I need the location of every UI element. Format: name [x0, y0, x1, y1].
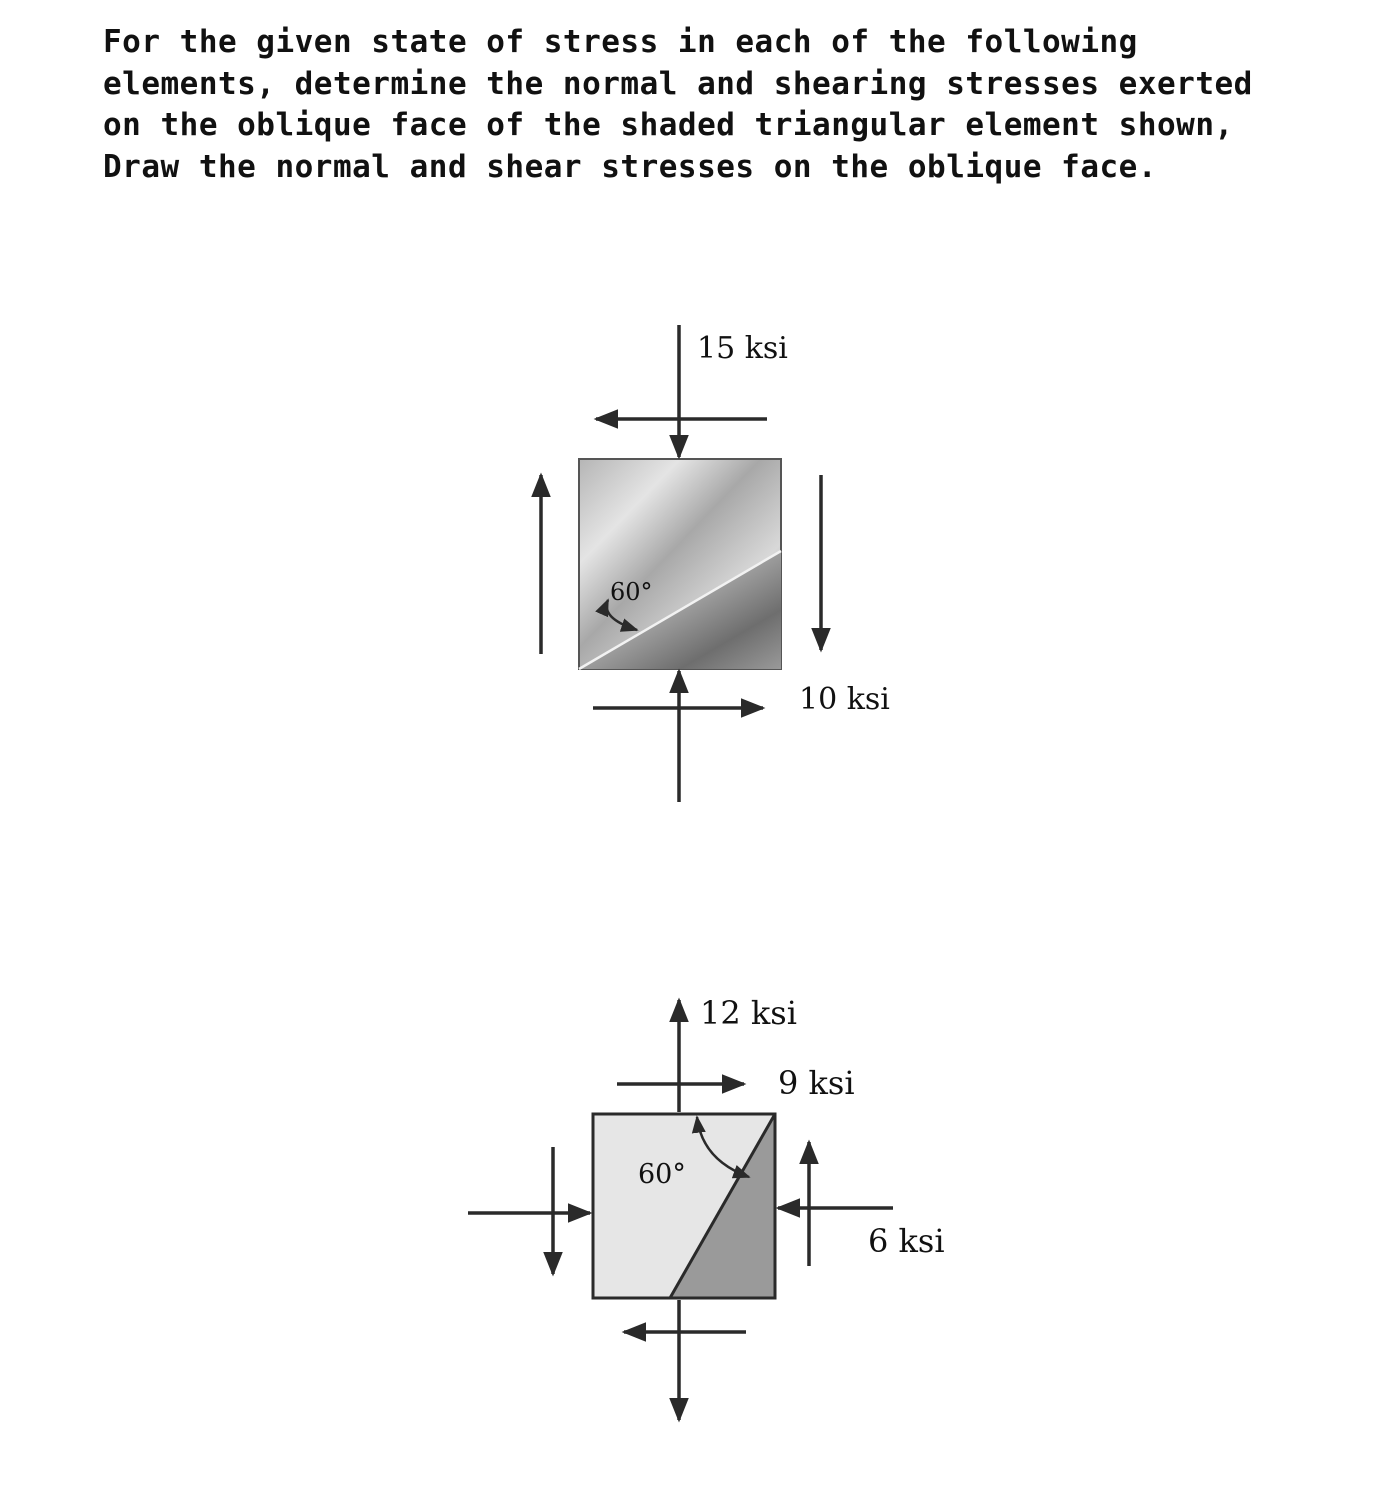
problem-line-1: For the given state of stress in each of the following — [103, 24, 1138, 60]
element-2-angle-label: 60° — [638, 1159, 686, 1190]
element-1-normal-stress-label: 15 ksi — [697, 331, 788, 366]
element-1-angle-label: 60° — [610, 578, 653, 606]
element-1-shear-stress-label: 10 ksi — [799, 682, 890, 717]
problem-line-4: Draw the normal and shear stresses on the oblique face. — [103, 148, 1157, 185]
problem-line-2: elements, determine the normal and shearing stresses exerted — [103, 65, 1253, 102]
element-2-horizontal-stress-label: 6 ksi — [868, 1222, 945, 1260]
element-1 — [541, 325, 890, 802]
element-2-shear-stress-label: 9 ksi — [778, 1064, 855, 1102]
element-2-vertical-stress-label: 12 ksi — [700, 994, 797, 1032]
element-2 — [468, 994, 945, 1420]
problem-line-3: on the oblique face of the shaded triangular element shown, — [103, 107, 1234, 143]
